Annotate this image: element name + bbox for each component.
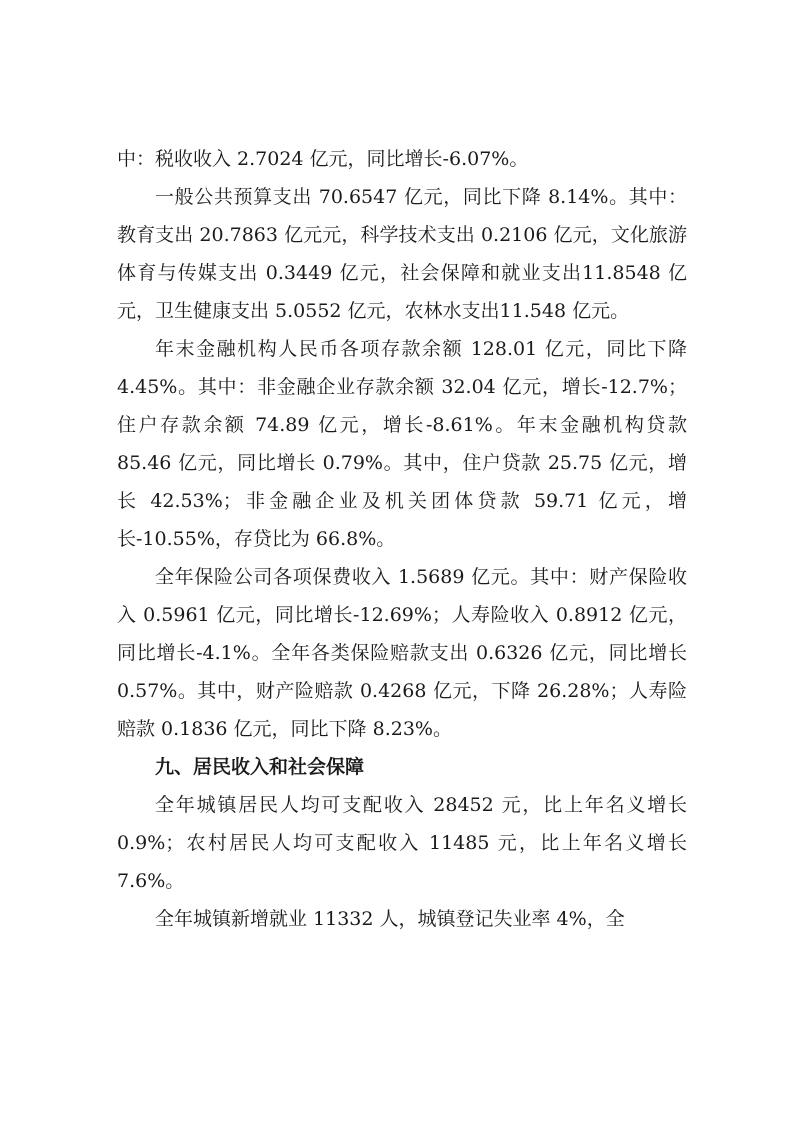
- paragraph-tax-revenue: 中：税收收入 2.7024 亿元，同比增长-6.07%。: [117, 148, 529, 170]
- paragraph-insurance: 全年保险公司各项保费收入 1.5689 亿元。其中：财产保险收入 0.5961 亿元，同比增长-12.69%；人寿险收入 0.8912 亿元，同比增长-4.1%。全年各类保险赔款支出 0.6326 亿元，同比增长 0.57%。其中，财产险赔款 0.4268 亿元，下降 26.28%；人寿险赔款 0.1836 亿元，同比下降 8.23%。: [117, 566, 687, 740]
- section-heading: 九、居民收入和社会保障: [155, 756, 365, 778]
- paragraph-resident-income: 全年城镇居民人均可支配收入 28452 元，比上年名义增长 0.9%；农村居民人均可支配收入 11485 元，比上年名义增长 7.6%。: [117, 794, 687, 892]
- document-body: [117, 140, 687, 938]
- paragraph-public-expenditure: 一般公共预算支出 70.6547 亿元，同比下降 8.14%。其中：教育支出 20.7863 亿元元，科学技术支出 0.2106 亿元，文化旅游体育与传媒支出 0.3449 亿元，社会保障和就业支出11.8548 亿元，卫生健康支出 5.0552 亿元，农林水支出11.548 亿元。: [117, 186, 687, 322]
- paragraph-employment: 全年城镇新增就业 11332 人，城镇登记失业率 4%，全: [155, 908, 625, 930]
- paragraph-financial-deposits: 年末金融机构人民币各项存款余额 128.01 亿元，同比下降 4.45%。其中：非金融企业存款余额 32.04 亿元，增长-12.7%；住户存款余额 74.89 亿元，增长-8.61%。年末金融机构贷款 85.46 亿元，同比增长 0.79%。其中，住户贷款 25.75 亿元，增长 42.53%；非金融企业及机关团体贷款 59.71 亿元，增长-10.55%，存贷比为 66.8%。: [117, 338, 687, 550]
